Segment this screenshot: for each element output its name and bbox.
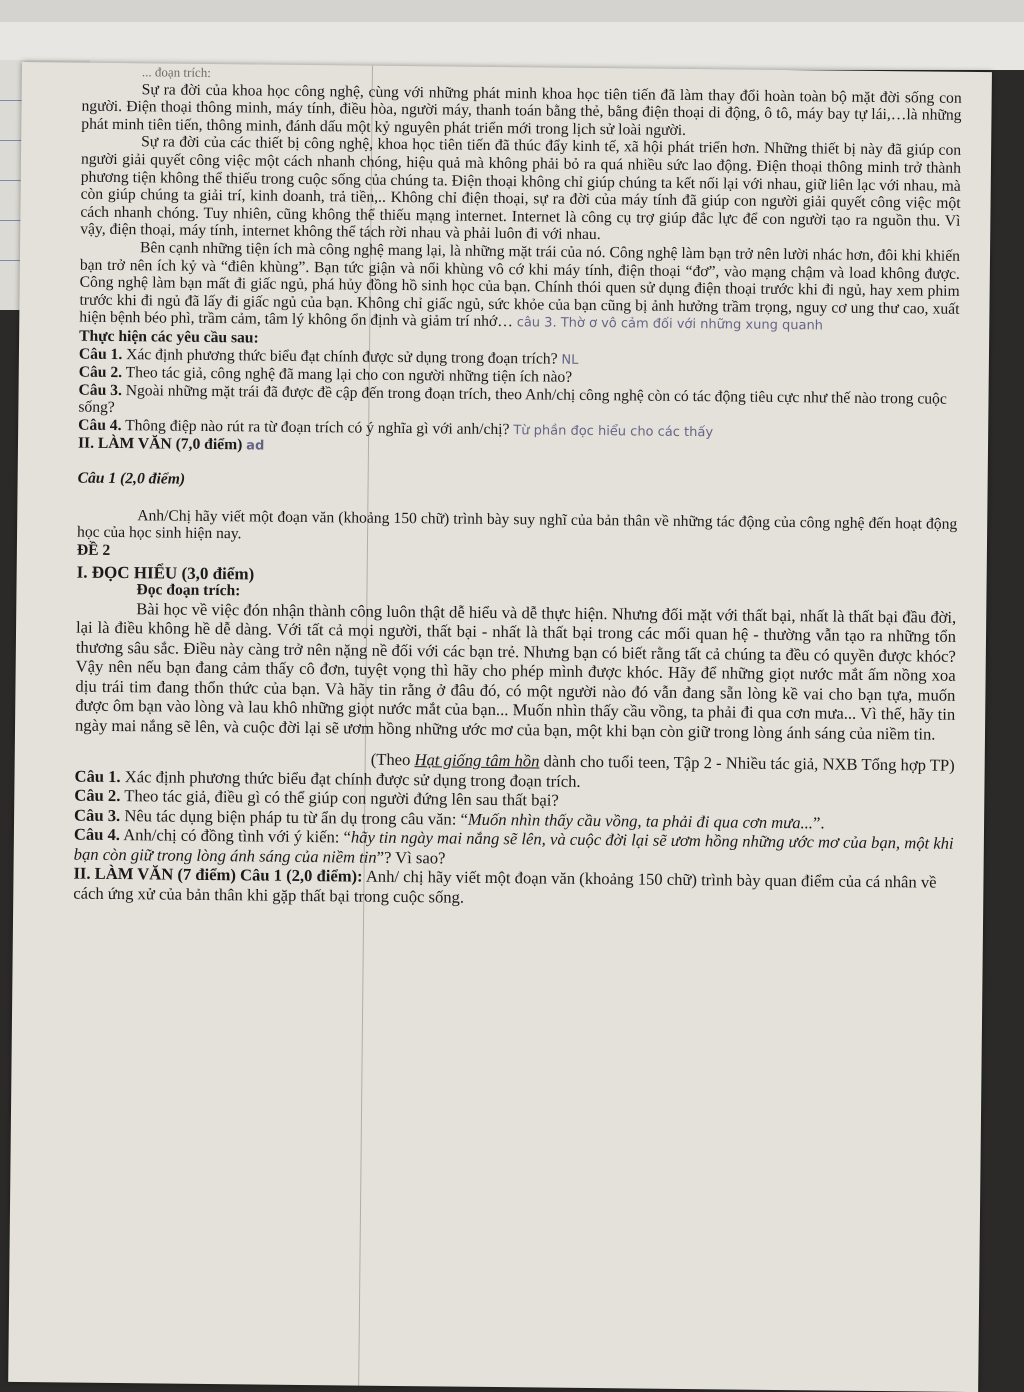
source-title: Hạt giống tâm hồn: [414, 750, 540, 771]
question-text: Anh/chị có đồng tình với ý kiến: “: [119, 825, 352, 847]
exam-2-body: [73, 598, 956, 912]
question-label: Câu 4.: [73, 824, 121, 845]
question-end: ”? Vì sao?: [376, 847, 446, 868]
question-text: Theo tác giả, điều gì có thể giúp con người đứng lên sau thất bại?: [120, 786, 559, 810]
reading-heading: I. ĐỌC HIỂU (3,0 điểm): [76, 562, 255, 584]
question-quote: hãy tin ngày mai nắng sẽ lên, và cuộc đời lại sẽ ươm hồng những ước mơ của bạn, một khi bạn còn giữ trong lòng ánh sáng của niềm tin: [73, 827, 954, 867]
passage-paragraph-3: [79, 239, 960, 337]
question-text: Nêu tác dụng biện pháp tu từ ẩn dụ trong câu văn: “: [120, 805, 468, 829]
source-prefix: (Theo: [370, 750, 415, 770]
background-paper-edge: [0, 0, 1024, 22]
header-fragment: ... đoạn trích:: [141, 64, 211, 80]
passage-paragraph-3-text: Bên cạnh những tiện ích mà công nghệ mang lại, là những mặt trái của nó. Công nghệ làm bạn trở nên lười nhác hơn, đôi khi khiến bạn trở nên ích kỷ và “điên khùng”. Bạn tức giận và nổi khùng vô cớ khi máy tính, điện thoại “đơ”, vào mạng chậm và load không được. Công nghệ làm bạn mất đi giấc ngủ, phá hủy đồng hồ sinh học của bạn. Chính thói quen sử dụng điện thoại trước khi đi ngủ, hay xem phim trước khi đi ngủ đã lấy đi giấc ngủ của bạn. Không chỉ giấc ngủ, sức khỏe của bạn cũng bị ảnh hưởng trầm trọng, nguy cơ ung thư cao, xuất hiện bệnh béo phì, trầm cảm, tâm lý không ổn định và giảm trí nhớ…: [79, 239, 961, 331]
question-label: Câu 1.: [78, 345, 123, 363]
question-text: Xác định phương thức biểu đạt chính được sử dụng trong đoạn trích.: [120, 766, 581, 791]
handwritten-note: ad: [246, 438, 265, 455]
question-label: Câu 3.: [74, 805, 121, 825]
question-text: Theo tác giả, công nghệ đã mang lại cho con người những tiện ích nào?: [121, 364, 573, 386]
source-suffix: dành cho tuổi teen, Tập 2 - Nhiều tác giả, NXB Tổng hợp TP): [539, 751, 955, 776]
handwritten-note: Từ phần đọc hiểu cho các thấy: [513, 423, 714, 441]
writing-text: Anh/ chị hãy viết một đoạn văn (khoảng 150 chữ) trình bày quan điểm của cá nhân về cách ứng xử của bản thân khi gặp thất bại trong cuộc sống.: [73, 866, 937, 907]
question-quote: Muốn nhìn thấy cầu vồng, ta phải đi qua cơn mưa...: [467, 809, 814, 833]
question-text: Thông điệp nào rút ra từ đoạn trích có ý nghĩa gì với anh/chị?: [121, 416, 510, 438]
handwritten-note: câu 3. Thờ ơ vô cảm đối với những xung quanh: [516, 315, 824, 334]
question-label: Câu 1.: [74, 766, 121, 786]
exam-2-title: ĐỀ 2: [76, 541, 111, 559]
tasks-heading: Thực hiện các yêu cầu sau:: [79, 327, 259, 347]
exam-sheet: [8, 62, 992, 1392]
writing-heading-text: II. LÀM VĂN (7,0 điểm): [77, 435, 243, 454]
read-label: Đọc đoạn trích:: [136, 581, 241, 600]
exam-2-writing: [73, 864, 953, 912]
writing-label: II. LÀM VĂN (7 điểm) Câu 1 (2,0 điểm):: [73, 863, 363, 886]
handwritten-note: NL: [561, 352, 579, 368]
question-text: Xác định phương thức biểu đạt chính được sử dụng trong đoạn trích?: [122, 345, 558, 368]
exam-content: [73, 63, 962, 912]
question-label: Câu 2.: [74, 785, 121, 806]
question-label: Câu 2.: [78, 363, 123, 382]
question-end: ”.: [812, 813, 825, 833]
passage-2: Bài học về việc đón nhận thành công luôn thật dễ hiểu và dễ thực hiện. Nhưng đối mặt với thất bại, nhất là thất bại đầu đời, lại là điều không hề dễ dàng. Với tất cả mọi người, thất bại - nhất là thất bại trong các mối quan hệ - thường vẫn tạo ra những tổn thương sâu sắc. Điều này càng trở nên nặng nề đối với các bạn trẻ. Nhưng bạn có biết rằng tất cả chúng ta đều có quyền được khóc? Vậy nên nếu bạn đang cảm thấy cô đơn, tuyệt vọng thì hãy cho phép mình được khóc. Hãy để những giọt nước mắt ấm nồng xoa dịu trái tim đang thổn thức của bạn. Và hãy tin rằng ở đâu đó, có một người nào đó vẫn đang sẵn lòng kề vai cho bạn tựa, muốn được ôm bạn vào lòng và lau khô những giọt nước mắt của bạn... Muốn nhìn thấy cầu vồng, ta phải đi qua cơn mưa... Vì thế, hãy tin ngày mai nắng sẽ lên, và cuộc đời lại sẽ ươm hồng những ước mơ của bạn, một khi bạn còn giữ trong lòng ánh sáng của niềm tin.: [74, 599, 957, 744]
background-paper: [0, 0, 1024, 70]
question-text: Ngoài những mặt trái đã được đề cập đến trong đoạn trích, theo Anh/chị công nghệ còn có tác động tiêu cực như thế nào trong cuộc sống?: [78, 381, 947, 417]
writing-question-text: Anh/Chị hãy viết một đoạn văn (khoảng 150 chữ) trình bày suy nghĩ của bản thân về những tác động của công nghệ đến hoạt động học của học sinh hiện nay.: [76, 507, 958, 543]
passage-paragraph-1: Sự ra đời của khoa học công nghệ, cùng với những phát minh khoa học tiên tiến đã làm thay đổi hoàn toàn bộ mặt đời sống con người. Điện thoại thông minh, máy tính, điều hòa, người máy, thanh toán bằng thẻ, bằng điện thoại di động, ô tô, máy bay tự lái,…là những phát minh tiên tiến, thông minh, đánh dấu một kỷ nguyên phát triển mới trong lịch sử loài người.: [81, 80, 962, 139]
question-label: Câu 3.: [78, 381, 122, 399]
question-label: Câu 4.: [78, 416, 122, 434]
writing-question-label: Câu 1 (2,0 điểm): [77, 469, 186, 488]
passage-paragraph-2: Sự ra đời của các thiết bị công nghệ, khoa học tiên tiến đã thúc đẩy kinh tế, xã hội phát triển hơn. Những thiết bị này đã giúp con người giải quyết công việc một cách nhanh chóng, hiệu quả mà không phải bỏ ra quá nhiều sức lao động. Điện thoại thông minh trở thành phương tiện không thể thiếu trong cuộc sống của chúng ta. Điện thoại không chỉ giúp chúng ta kết nối lại với nhau, giữ liên lạc với nhau, mà còn giúp chúng ta giải trí, kinh doanh, trả tiền,.. Không chỉ điện thoại, sự ra đời của máy tính đã giúp con người giải quyết công việc một cách nhanh chóng. Tuy nhiên, cũng không thể thiếu mạng internet. Internet là công cụ trợ giúp đắc lực để con người tạo ra nguồn thu. Vì vậy, điện thoại, máy tính, internet không thể tách rời nhau và phải luôn đi với nhau.: [80, 133, 962, 244]
